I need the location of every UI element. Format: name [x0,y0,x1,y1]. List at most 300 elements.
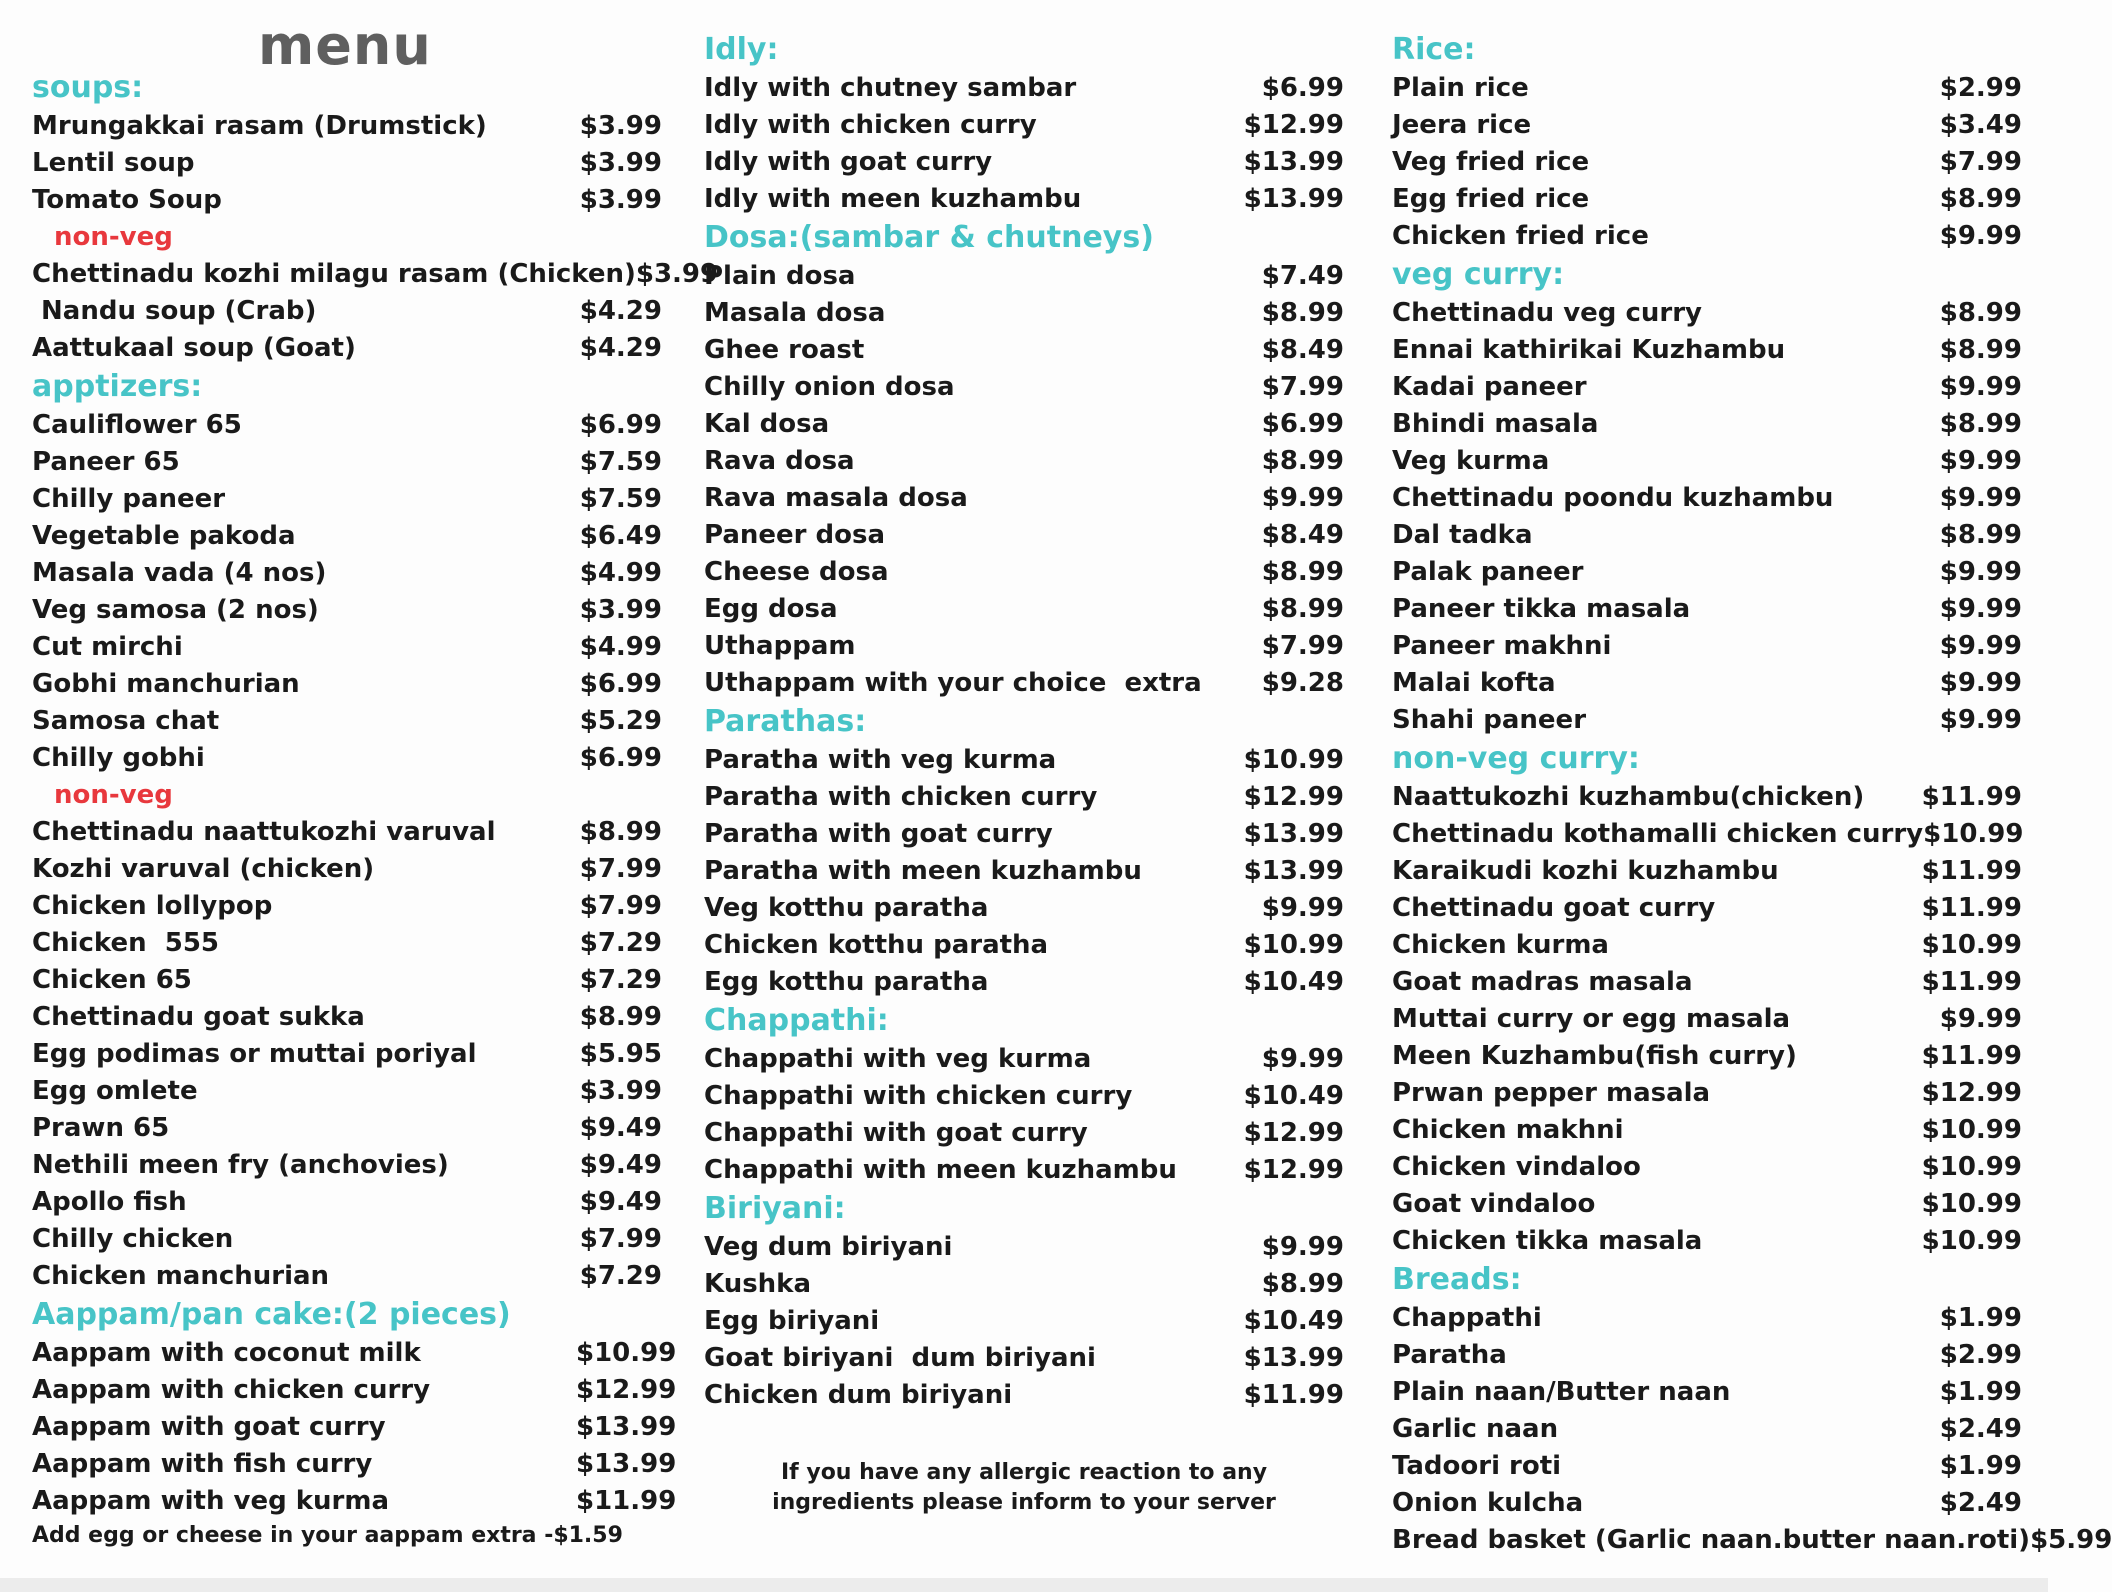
menu-item [704,295,1344,332]
menu-item [704,964,1344,1001]
menu-item-name: Chettinadu kozhi milagu rasam (Chicken) [32,259,636,289]
menu-item-name: Aattukaal soup (Goat) [32,333,356,363]
menu-item-name: Masala vada (4 nos) [32,558,327,588]
menu-item-name: Chicken fried rice [1392,221,1649,251]
title-spacer [32,30,662,68]
menu-item [1392,332,2022,369]
menu-item-name: Chicken lollypop [32,891,273,921]
menu-item [1392,927,2022,964]
menu-item [704,1266,1344,1303]
menu-item-price: $6.99 [1261,409,1344,439]
menu-item [704,1115,1344,1152]
menu-item [1392,816,2022,853]
menu-item-name: Egg omlete [32,1076,198,1106]
menu-item-price: $3.99 [579,595,662,625]
menu-item-name: Veg kotthu paratha [704,893,989,923]
menu-item-price: $9.99 [1939,483,2022,513]
menu-item [32,330,662,367]
menu-item-price: $9.99 [1939,221,2022,251]
menu-item-price: $9.28 [1261,668,1344,698]
menu-item-name: Palak paneer [1392,557,1584,587]
menu-item [704,665,1344,702]
menu-item [704,1041,1344,1078]
menu-item [704,591,1344,628]
section-heading-aappam-pan-cake-2-pieces: Aappam/pan cake:(2 pieces) [32,1297,511,1332]
menu-item-price: $7.29 [579,965,662,995]
menu-item-name: Kadai paneer [1392,372,1587,402]
menu-item-price: $7.99 [1261,372,1344,402]
menu-item-price: $1.99 [1939,1377,2022,1407]
menu-item [1392,144,2022,181]
menu-item-name: Ghee roast [704,335,865,365]
menu-item-price: $12.99 [1243,1155,1344,1185]
menu-item-price: $13.99 [576,1449,677,1479]
menu-item [1392,295,2022,332]
menu-item-name: Uthappam [704,631,856,661]
menu-item-name: Prwan pepper masala [1392,1078,1711,1108]
menu-item-name: Lentil soup [32,148,195,178]
menu-item-name: Plain rice [1392,73,1529,103]
menu-item [704,144,1344,181]
menu-item-name: Aappam with fish curry [32,1449,373,1479]
menu-item [32,145,662,182]
menu-item-price: $6.99 [579,669,662,699]
menu-item-price: $10.99 [1921,1115,2022,1145]
menu-item-price: $9.99 [1261,893,1344,923]
menu-item-price: $9.99 [1939,446,2022,476]
menu-item-name: Veg kurma [1392,446,1550,476]
menu-item [1392,70,2022,107]
menu-item-price: $2.99 [1939,1340,2022,1370]
menu-item-name: Jeera rice [1392,110,1532,140]
menu-item-price: $13.99 [576,1412,677,1442]
menu-item [32,444,662,481]
menu-item-price: $13.99 [1243,1343,1344,1373]
section-heading-biriyani: Biriyani: [704,1191,846,1226]
menu-item [32,256,719,293]
menu-item-name: Cheese dosa [704,557,889,587]
menu-item-name: Paneer 65 [32,447,180,477]
menu-item-price: $10.99 [1921,1189,2022,1219]
menu-item-name: Chilly chicken [32,1224,234,1254]
menu-item-price: $11.99 [1243,1380,1344,1410]
menu-item-name: Naattukozhi kuzhambu(chicken) [1392,782,1865,812]
menu-item-price: $10.99 [1921,1226,2022,1256]
menu-item-price: $12.99 [1243,110,1344,140]
menu-item-price: $8.99 [1939,298,2022,328]
section-heading-dosa-sambar-chutneys: Dosa:(sambar & chutneys) [704,220,1154,255]
menu-item-price: $9.99 [1939,557,2022,587]
menu-item-price: $7.99 [1261,631,1344,661]
menu-item [1392,1038,2022,1075]
menu-item-price: $10.99 [1921,1152,2022,1182]
menu-item [1392,1485,2022,1522]
menu-item-price: $2.99 [1939,73,2022,103]
menu-item-price: $12.99 [1243,782,1344,812]
menu-item [704,1340,1344,1377]
menu-item-price: $5.99 [2030,1525,2112,1555]
menu-item-name: Chicken vindaloo [1392,1152,1641,1182]
menu-item-price: $10.49 [1243,1081,1344,1111]
menu-item [32,666,662,703]
menu-item-price: $9.49 [579,1113,662,1143]
menu-item [704,742,1344,779]
menu-item [32,108,662,145]
menu-item [32,481,662,518]
section-heading-non-veg-curry: non-veg curry: [1392,741,1640,776]
menu-item-price: $8.49 [1261,335,1344,365]
menu-item [1392,554,2022,591]
menu-item [1392,1522,2112,1559]
menu-item [32,592,662,629]
menu-item-price: $8.99 [1939,335,2022,365]
menu-item-name: Idly with chicken curry [704,110,1037,140]
menu-item [1392,218,2022,255]
menu-item-price: $2.49 [1939,1414,2022,1444]
menu-item-name: Samosa chat [32,706,220,736]
menu-item [32,1073,662,1110]
menu-item [32,1184,662,1221]
menu-item-price: $7.49 [1261,261,1344,291]
menu-item [1392,369,2022,406]
menu-item-price: $3.99 [579,185,662,215]
menu-item-name: Chettinadu kothamalli chicken curry [1392,819,1924,849]
menu-item-name: Egg biriyani [704,1306,880,1336]
menu-item-name: Kal dosa [704,409,830,439]
menu-item-price: $6.99 [579,743,662,773]
menu-item-price: $12.99 [1243,1118,1344,1148]
menu-item [32,851,662,888]
menu-item [32,1446,677,1483]
menu-item-price: $10.99 [1243,930,1344,960]
menu-item [1392,1411,2022,1448]
menu-item-price: $8.99 [579,817,662,847]
menu-item [704,1078,1344,1115]
menu-item-name: Rava masala dosa [704,483,968,513]
menu-item-name: Apollo fish [32,1187,187,1217]
menu-item [32,555,662,592]
menu-item-price: $8.99 [1261,594,1344,624]
menu-item [1392,480,2022,517]
menu-item [32,629,662,666]
menu-item-price: $7.99 [579,891,662,921]
menu-item-name: Nandu soup (Crab) [32,296,317,326]
menu-item-name: Cut mirchi [32,632,183,662]
menu-item-price: $10.99 [1923,819,2024,849]
menu-item-name: Uthappam with your choice extra [704,668,1202,698]
menu-item [32,1221,662,1258]
menu-item [704,853,1344,890]
menu-item-name: Chicken 65 [32,965,192,995]
menu-item-name: Paratha with chicken curry [704,782,1098,812]
menu-item [32,1110,662,1147]
menu-item [704,628,1344,665]
menu-item-price: $9.49 [579,1150,662,1180]
menu-item-name: Veg samosa (2 nos) [32,595,319,625]
menu-item [704,1229,1344,1266]
menu-item [1392,1112,2022,1149]
menu-item [32,814,662,851]
menu-item-name: Garlic naan [1392,1414,1559,1444]
menu-item [704,181,1344,218]
menu-item [32,962,662,999]
menu-item-name: Chicken dum biriyani [704,1380,1013,1410]
menu-item-price: $9.99 [1939,372,2022,402]
section-heading-veg-curry: veg curry: [1392,257,1565,292]
menu-item-name: Chappathi [1392,1303,1542,1333]
menu-item [1392,1186,2022,1223]
menu-item-name: Veg fried rice [1392,147,1590,177]
menu-item-price: $7.59 [579,484,662,514]
menu-item [1392,702,2022,739]
allergy-notice: If you have any allergic reaction to any ingredients please inform to your server [772,1460,1276,1515]
menu-item-price: $11.99 [1921,856,2022,886]
menu-item [1392,1001,2022,1038]
menu-item-price: $3.49 [1939,110,2022,140]
menu-item [1392,1075,2022,1112]
menu-item [704,890,1344,927]
menu-item-price: $7.99 [579,854,662,884]
menu-item-name: Aappam with chicken curry [32,1375,431,1405]
section-heading-idly: Idly: [704,32,779,67]
menu-item-price: $13.99 [1243,184,1344,214]
menu-item-name: Mrungakkai rasam (Drumstick) [32,111,487,141]
non-veg-subheading: non-veg [54,222,173,252]
menu-item-price: $4.99 [579,558,662,588]
menu-item [1392,181,2022,218]
bottom-band [0,1578,2048,1592]
menu-item-name: Ennai kathirikai Kuzhambu [1392,335,1786,365]
menu-item-name: Chettinadu veg curry [1392,298,1702,328]
menu-item [32,1372,677,1409]
menu-item-price: $10.99 [576,1338,677,1368]
menu-item-name: Idly with chutney sambar [704,73,1077,103]
menu-item-name: Goat vindaloo [1392,1189,1596,1219]
menu-item [704,70,1344,107]
menu-item-name: Egg kotthu paratha [704,967,989,997]
menu-item [704,107,1344,144]
menu-item-name: Tadoori roti [1392,1451,1562,1481]
menu-item-price: $3.99 [579,111,662,141]
menu-item-name: Chettinadu naattukozhi varuval [32,817,496,847]
menu-item-name: Chettinadu goat sukka [32,1002,365,1032]
menu-item [1392,1337,2022,1374]
section-heading-soups: soups: [32,70,144,105]
menu-item-name: Chilly onion dosa [704,372,955,402]
menu-item-price: $4.29 [579,296,662,326]
menu-item-price: $10.49 [1243,1306,1344,1336]
menu-item-name: Masala dosa [704,298,886,328]
menu-item-price: $8.99 [1261,298,1344,328]
menu-item [1392,443,2022,480]
menu-item-price: $8.99 [579,1002,662,1032]
menu-item [32,1258,662,1295]
menu-item [1392,1374,2022,1411]
menu-item [1392,665,2022,702]
menu-item-name: Malai kofta [1392,668,1556,698]
menu-item [32,182,662,219]
section-heading-apptizers: apptizers: [32,369,203,404]
menu-item-price: $7.99 [1939,147,2022,177]
menu-column-2 [704,30,1344,1518]
menu-item-price: $6.99 [1261,73,1344,103]
menu-item-price: $11.99 [1921,782,2022,812]
menu-item [32,1409,677,1446]
menu-item-price: $8.49 [1261,520,1344,550]
menu-item [704,406,1344,443]
menu-item-name: Vegetable pakoda [32,521,296,551]
menu-item-price: $13.99 [1243,856,1344,886]
menu-item-name: Goat biriyani dum biriyani [704,1343,1096,1373]
menu-item-name: Chappathi with meen kuzhambu [704,1155,1177,1185]
menu-item-price: $9.99 [1261,483,1344,513]
menu-item-name: Egg dosa [704,594,838,624]
menu-item-name: Veg dum biriyani [704,1232,953,1262]
menu-item-name: Cauliflower 65 [32,410,242,440]
menu-item-price: $7.29 [579,1261,662,1291]
menu-item-name: Dal tadka [1392,520,1533,550]
aappam-extra-note: Add egg or cheese in your aappam extra -$1.59 [32,1523,623,1548]
menu-item-name: Egg fried rice [1392,184,1590,214]
menu-item-price: $3.99 [579,148,662,178]
menu-item-price: $10.99 [1921,930,2022,960]
menu-item-name: Shahi paneer [1392,705,1587,735]
section-heading-chappathi: Chappathi: [704,1003,889,1038]
menu-item-name: Bhindi masala [1392,409,1599,439]
menu-item-name: Chicken kurma [1392,930,1609,960]
menu-item-price: $4.29 [579,333,662,363]
menu-item-name: Chicken kotthu paratha [704,930,1049,960]
menu-item-name: Chicken makhni [1392,1115,1624,1145]
menu-item-name: Egg podimas or muttai poriyal [32,1039,477,1069]
menu-item-name: Kushka [704,1269,812,1299]
menu-item-price: $4.99 [579,632,662,662]
menu-item-name: Goat madras masala [1392,967,1693,997]
menu-item-name: Chicken manchurian [32,1261,330,1291]
menu-item-price: $10.49 [1243,967,1344,997]
menu-item-name: Bread basket (Garlic naan.butter naan.roti) [1392,1525,2031,1555]
menu-title: menu [258,14,432,77]
section-heading-rice: Rice: [1392,32,1476,67]
menu-item-name: Chicken 555 [32,928,220,958]
menu-item-price: $12.99 [1921,1078,2022,1108]
non-veg-subheading: non-veg [54,780,173,810]
menu-column-1 [32,30,719,1552]
menu-item-price: $8.99 [1261,557,1344,587]
menu-item [704,1303,1344,1340]
menu-item-name: Chettinadu poondu kuzhambu [1392,483,1834,513]
menu-item [32,407,662,444]
menu-item-price: $1.99 [1939,1303,2022,1333]
menu-item-name: Chappathi with chicken curry [704,1081,1133,1111]
menu-item-price: $8.99 [1939,520,2022,550]
menu-item [1392,1223,2022,1260]
menu-item-price: $13.99 [1243,819,1344,849]
menu-item-price: $7.29 [579,928,662,958]
menu-item [1392,779,2022,816]
menu-item-name: Muttai curry or egg masala [1392,1004,1791,1034]
menu-item [32,1483,677,1520]
menu-item [32,518,662,555]
menu-item-name: Tomato Soup [32,185,222,215]
menu-item-price: $3.99 [635,259,719,289]
menu-item [704,517,1344,554]
menu-item-price: $9.99 [1939,1004,2022,1034]
menu-item [1392,1300,2022,1337]
menu-item-name: Prawn 65 [32,1113,170,1143]
menu-item-name: Paratha [1392,1340,1507,1370]
menu-item-price: $8.99 [1261,1269,1344,1299]
menu-item [704,369,1344,406]
menu-item-price: $8.99 [1939,184,2022,214]
menu-item [1392,964,2022,1001]
menu-item [1392,1448,2022,1485]
menu-item [704,258,1344,295]
menu-item-price: $9.99 [1939,594,2022,624]
menu-item-name: Chicken tikka masala [1392,1226,1703,1256]
section-heading-parathas: Parathas: [704,704,867,739]
menu-item [704,1377,1344,1414]
menu-item [704,927,1344,964]
menu-item-name: Chappathi with veg kurma [704,1044,1092,1074]
menu-item-price: $6.49 [579,521,662,551]
menu-item [32,888,662,925]
menu-item [704,443,1344,480]
menu-item-name: Gobhi manchurian [32,669,300,699]
menu-item [32,703,662,740]
menu-item-name: Plain dosa [704,261,856,291]
menu-item-name: Paratha with meen kuzhambu [704,856,1142,886]
menu-item-name: Aappam with coconut milk [32,1338,421,1368]
menu-item-name: Chettinadu goat curry [1392,893,1716,923]
menu-item [1392,628,2022,665]
menu-item [32,293,662,330]
menu-item-price: $10.99 [1243,745,1344,775]
menu-item-price: $2.49 [1939,1488,2022,1518]
menu-item-name: Idly with meen kuzhambu [704,184,1082,214]
menu-item-name: Aappam with goat curry [32,1412,386,1442]
menu-item-price: $6.99 [579,410,662,440]
menu-item-name: Paratha with veg kurma [704,745,1057,775]
menu-item-price: $5.29 [579,706,662,736]
menu-item [704,554,1344,591]
menu-item-price: $3.99 [579,1076,662,1106]
menu-item-name: Idly with goat curry [704,147,993,177]
menu-item-name: Karaikudi kozhi kuzhambu [1392,856,1779,886]
menu-item [1392,107,2022,144]
menu-item-name: Aappam with veg kurma [32,1486,390,1516]
menu-item [32,1036,662,1073]
menu-item [1392,1149,2022,1186]
menu-item-price: $9.99 [1939,668,2022,698]
menu-item-name: Chilly gobhi [32,743,205,773]
menu-item [32,925,662,962]
menu-item [1392,517,2022,554]
menu-item-price: $7.59 [579,447,662,477]
menu-item-price: $13.99 [1243,147,1344,177]
menu-item [32,1147,662,1184]
menu-item-price: $11.99 [1921,893,2022,923]
menu-item-price: $8.99 [1939,409,2022,439]
menu-item-name: Nethili meen fry (anchovies) [32,1150,449,1180]
menu-item-price: $9.49 [579,1187,662,1217]
menu-item-price: $7.99 [579,1224,662,1254]
menu-item-name: Paneer tikka masala [1392,594,1691,624]
menu-item-price: $8.99 [1261,446,1344,476]
menu-item-price: $9.99 [1939,705,2022,735]
menu-item-name: Meen Kuzhambu(fish curry) [1392,1041,1797,1071]
menu-item-price: $5.95 [579,1039,662,1069]
